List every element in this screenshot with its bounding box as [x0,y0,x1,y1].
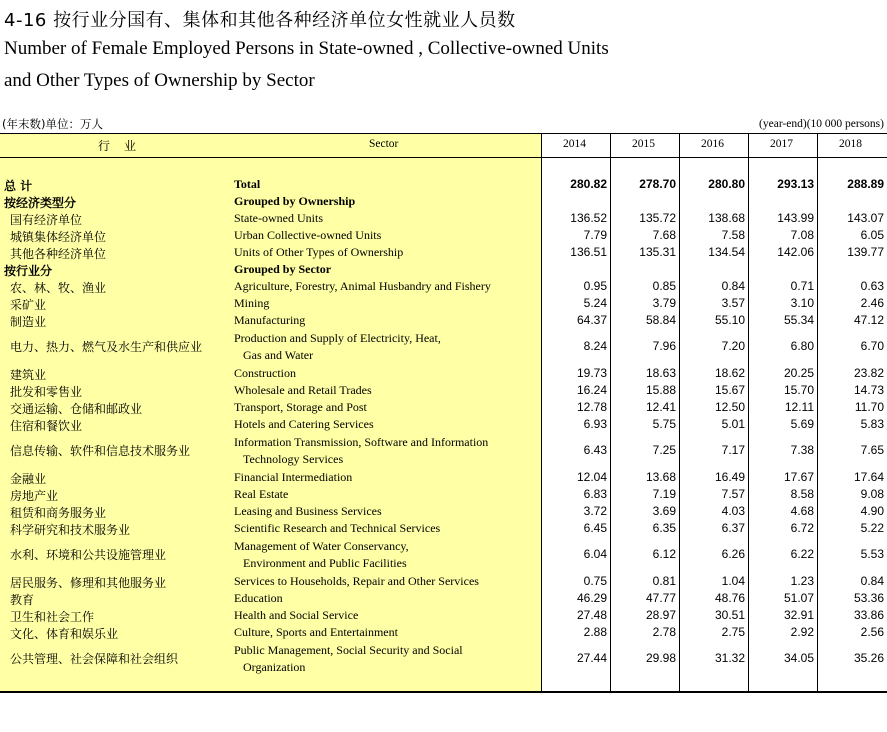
table-row [0,244,887,261]
sector-name-cn: 按行业分 [4,264,53,278]
title-english-line2: and Other Types of Ownership by Sector [4,70,315,91]
cell-value: 17.67 [783,470,814,484]
cell-value: 17.64 [853,470,884,484]
cell-value: 23.82 [853,366,884,380]
cell-value: 12.04 [576,470,607,484]
sector-name-en-line: Units of Other Types of Ownership [234,245,404,259]
sector-name-cn: 教育 [10,593,35,607]
table-row [0,503,887,520]
sector-name-en [234,624,398,641]
table-row [0,278,887,295]
cell-value: 5.53 [860,547,884,561]
sector-name-en [234,590,283,607]
cell-value: 30.51 [714,608,745,622]
sector-name-en-line: Public Management, Social Security and Social [234,643,463,657]
sector-name-cn: 电力、热力、燃气及水生产和供应业 [10,340,203,354]
sector-name-en-line: Grouped by Sector [234,262,332,276]
cell-value: 51.07 [783,591,814,605]
cell-value: 288.89 [847,177,884,191]
sector-name-en-line: Scientific Research and Technical Services [234,521,441,535]
sector-name-en-line: Health and Social Service [234,608,359,622]
cell-value: 55.10 [714,313,745,327]
cell-value: 12.78 [576,400,607,414]
cell-value: 15.67 [714,383,745,397]
cell-value: 3.79 [652,296,676,310]
sector-name-en-line: Real Estate [234,487,289,501]
sector-name-en-line: Culture, Sports and Entertainment [234,625,398,639]
cell-value: 2.78 [652,625,676,639]
cell-value: 6.26 [721,547,745,561]
cell-value: 4.90 [860,504,884,518]
sector-name-en-line: Transport, Storage and Post [234,400,367,414]
sector-name-cn: 卫生和社会工作 [10,610,95,624]
cell-value: 136.52 [570,211,607,225]
cell-value: 134.54 [708,245,745,259]
sector-name-cn: 信息传输、软件和信息技术服务业 [10,444,191,458]
sector-name-en-line: Leasing and Business Services [234,504,382,518]
header-year: 2018 [839,138,862,150]
cell-value: 142.06 [777,245,814,259]
cell-value: 293.13 [777,177,814,191]
cell-value: 6.43 [583,443,607,457]
sector-name-cn: 金融业 [10,472,47,486]
cell-value: 6.80 [790,339,814,353]
cell-value: 6.05 [860,228,884,242]
cell-value: 27.44 [576,651,607,665]
sector-name-en-line: Financial Intermediation [234,470,353,484]
cell-value: 12.50 [714,400,745,414]
cell-value: 33.86 [853,608,884,622]
unit-note-english: (year-end)(10 000 persons) [759,118,884,130]
cell-value: 7.08 [790,228,814,242]
sector-name-en [234,382,372,399]
sector-name-en-line: Grouped by Ownership [234,194,356,208]
cell-value: 11.70 [854,400,884,414]
cell-value: 2.92 [790,625,814,639]
cell-value: 7.20 [721,339,745,353]
cell-value: 8.58 [790,487,814,501]
cell-value: 7.58 [721,228,745,242]
cell-value: 6.04 [583,547,607,561]
sector-name-en-line: Production and Supply of Electricity, Heat, [234,331,441,345]
header-sector-cn: 行业 [98,139,151,153]
cell-value: 53.36 [853,591,884,605]
table-row [0,227,887,244]
sector-name-cn: 按经济类型分 [4,196,77,210]
cell-value: 135.72 [639,211,676,225]
cell-value: 7.65 [860,443,884,457]
cell-value: 7.19 [652,487,676,501]
sector-name-en [234,193,355,210]
sector-name-en [234,642,463,676]
cell-value: 8.24 [583,339,607,353]
sector-name-en [234,176,260,193]
sector-name-cn: 租赁和商务服务业 [10,506,107,520]
cell-value: 7.38 [790,443,814,457]
cell-value: 16.49 [714,470,745,484]
table-row [0,365,887,382]
sector-name-en-line: Information Transmission, Software and Information [234,435,489,449]
sector-name-cn: 住宿和餐饮业 [10,419,83,433]
cell-value: 143.07 [847,211,884,225]
cell-value: 0.85 [652,279,676,293]
table-row [0,176,887,193]
cell-value: 34.05 [783,651,814,665]
cell-value: 7.25 [652,443,676,457]
table-row [0,399,887,416]
cell-value: 27.48 [576,608,607,622]
table-row [0,193,887,210]
cell-value: 12.41 [645,400,676,414]
cell-value: 47.77 [645,591,676,605]
cell-value: 13.68 [645,470,676,484]
sector-name-en [234,312,305,329]
sector-name-en [234,520,440,537]
sector-name-en-line: Manufacturing [234,313,306,327]
sector-name-en-line: State-owned Units [234,211,323,225]
cell-value: 55.34 [783,313,814,327]
cell-value: 5.83 [860,417,884,431]
table-row [0,590,887,607]
sector-name-en-line: Organization [243,660,306,674]
sector-name-en-line: Management of Water Conservancy, [234,539,409,553]
cell-value: 0.95 [583,279,607,293]
cell-value: 6.12 [652,547,676,561]
table-top-rule [0,133,887,134]
cell-value: 14.73 [853,383,884,397]
cell-value: 2.56 [860,625,884,639]
table-row [0,520,887,537]
sector-name-en-line: Gas and Water [243,348,314,362]
sector-name-en [234,227,381,244]
cell-value: 6.72 [790,521,814,535]
table-row [0,573,887,590]
cell-value: 15.88 [645,383,676,397]
sector-name-en [234,278,491,295]
cell-value: 64.37 [576,313,607,327]
cell-value: 280.80 [708,177,745,191]
sector-name-en [234,538,409,572]
sector-name-en-line: Mining [234,296,270,310]
cell-value: 280.82 [570,177,607,191]
table-row [0,261,887,278]
cell-value: 6.37 [721,521,745,535]
sector-name-en [234,486,288,503]
table-row [0,312,887,329]
cell-value: 35.26 [853,651,884,665]
sector-name-cn: 农、林、牧、渔业 [10,281,107,295]
cell-value: 7.79 [583,228,607,242]
table-row [0,416,887,433]
sector-name-en [234,469,352,486]
sector-name-cn: 国有经济单位 [10,213,83,227]
sector-name-en-line: Technology Services [243,452,344,466]
sector-name-en-line: Total [234,177,261,191]
cell-value: 46.29 [576,591,607,605]
sector-name-en [234,607,358,624]
cell-value: 9.08 [860,487,884,501]
cell-value: 1.04 [721,574,745,588]
table-row [0,469,887,486]
table-row [0,330,887,364]
cell-value: 143.99 [777,211,814,225]
cell-value: 3.69 [652,504,676,518]
cell-value: 6.70 [860,339,884,353]
sector-name-en-line: Construction [234,366,296,380]
sector-name-en-line: Agriculture, Forestry, Animal Husbandry and Fishery [234,279,491,293]
sector-name-en [234,330,441,364]
table-row [0,295,887,312]
cell-value: 47.12 [853,313,884,327]
sector-name-en-line: Wholesale and Retail Trades [234,383,372,397]
cell-value: 6.22 [790,547,814,561]
sector-name-cn: 交通运输、仓储和邮政业 [10,402,143,416]
cell-value: 18.62 [714,366,745,380]
cell-value: 7.68 [652,228,676,242]
cell-value: 0.75 [583,574,607,588]
sector-name-cn: 公共管理、社会保障和社会组织 [10,652,179,666]
cell-value: 4.68 [790,504,814,518]
cell-value: 0.63 [860,279,884,293]
sector-name-cn: 城镇集体经济单位 [10,230,107,244]
cell-value: 2.75 [721,625,745,639]
cell-value: 6.93 [583,417,607,431]
sector-name-en-line: Services to Households, Repair and Other Services [234,574,479,588]
cell-value: 3.57 [721,296,745,310]
sector-name-en [234,261,331,278]
title-english-line1: Number of Female Employed Persons in State-owned , Collective-owned Units [4,38,609,59]
cell-value: 6.45 [583,521,607,535]
header-year: 2014 [563,138,586,150]
sector-name-en [234,503,382,520]
cell-value: 5.24 [583,296,607,310]
sector-name-en [234,295,269,312]
sector-name-cn: 房地产业 [10,489,59,503]
unit-note-chinese: (年末数)单位：万人 [2,117,103,131]
sector-name-en-line: Environment and Public Facilities [243,556,407,570]
cell-value: 31.32 [714,651,745,665]
cell-value: 4.03 [721,504,745,518]
cell-value: 15.70 [783,383,814,397]
sector-name-cn: 采矿业 [10,298,47,312]
cell-value: 2.46 [860,296,884,310]
sector-name-en [234,365,296,382]
cell-value: 1.23 [790,574,814,588]
cell-value: 28.97 [645,608,676,622]
table-row [0,486,887,503]
cell-value: 5.01 [721,417,745,431]
sector-name-en [234,399,367,416]
cell-value: 5.22 [860,521,884,535]
sector-name-cn: 建筑业 [10,368,47,382]
sector-name-cn: 总 计 [4,179,33,193]
cell-value: 20.25 [783,366,814,380]
cell-value: 0.84 [721,279,745,293]
sector-name-en [234,416,374,433]
cell-value: 3.72 [583,504,607,518]
cell-value: 3.10 [790,296,814,310]
table-bottom-rule [0,691,887,693]
cell-value: 139.77 [847,245,884,259]
sector-name-en-line: Hotels and Catering Services [234,417,374,431]
cell-value: 7.17 [721,443,745,457]
cell-value: 6.83 [583,487,607,501]
sector-name-cn: 文化、体育和娱乐业 [10,627,119,641]
table-row [0,382,887,399]
cell-value: 278.70 [639,177,676,191]
table-row [0,210,887,227]
cell-value: 12.11 [784,400,814,414]
table-row [0,434,887,468]
sector-name-cn: 水利、环境和公共设施管理业 [10,548,167,562]
cell-value: 138.68 [708,211,745,225]
cell-value: 5.69 [790,417,814,431]
cell-value: 0.81 [652,574,676,588]
table-row [0,642,887,676]
header-sector-en: Sector [369,138,399,150]
header-bottom-rule [0,157,887,158]
cell-value: 2.88 [583,625,607,639]
cell-value: 32.91 [783,608,814,622]
sector-name-cn: 制造业 [10,315,47,329]
cell-value: 135.31 [639,245,676,259]
sector-name-en [234,573,479,590]
sector-name-en-line: Urban Collective-owned Units [234,228,382,242]
cell-value: 136.51 [570,245,607,259]
title-chinese: 4-16 按行业分国有、集体和其他各种经济单位女性就业人员数 [4,10,516,31]
sector-name-cn: 其他各种经济单位 [10,247,107,261]
table-row [0,607,887,624]
cell-value: 18.63 [645,366,676,380]
sector-name-cn: 科学研究和技术服务业 [10,523,131,537]
cell-value: 5.75 [652,417,676,431]
sector-name-en [234,244,403,261]
sector-name-en [234,434,488,468]
cell-value: 6.35 [652,521,676,535]
cell-value: 16.24 [576,383,607,397]
header-year: 2016 [701,138,724,150]
cell-value: 29.98 [645,651,676,665]
sector-name-cn: 批发和零售业 [10,385,83,399]
cell-value: 0.84 [860,574,884,588]
cell-value: 7.96 [652,339,676,353]
table-row [0,624,887,641]
header-year: 2017 [770,138,793,150]
cell-value: 0.71 [790,279,814,293]
sector-name-en [234,210,323,227]
sector-name-en-line: Education [234,591,283,605]
cell-value: 19.73 [576,366,607,380]
sector-name-cn: 居民服务、修理和其他服务业 [10,576,167,590]
cell-value: 58.84 [645,313,676,327]
header-year: 2015 [632,138,655,150]
table-row [0,538,887,572]
cell-value: 48.76 [714,591,745,605]
cell-value: 7.57 [721,487,745,501]
